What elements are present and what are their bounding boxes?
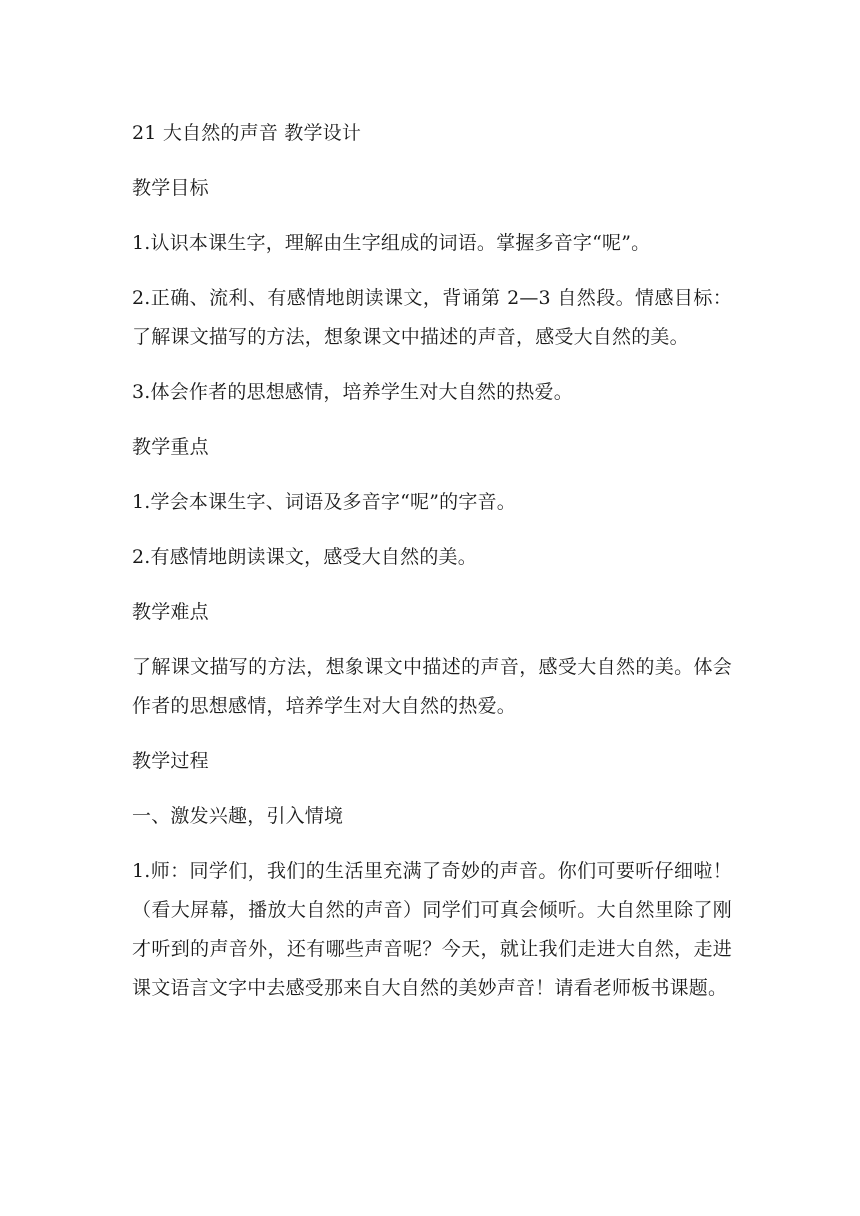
difficulties-heading: 教学难点: [132, 601, 209, 623]
document-body: [132, 114, 732, 1024]
difficulties-text: 了解课文描写的方法，想象课文中描述的声音，感受大自然的美。体会作者的思想感情，培养学生对大自然的热爱。: [132, 656, 732, 717]
process-step1-title: 一、激发兴趣，引入情境: [132, 805, 344, 827]
document-title: 21 大自然的声音 教学设计: [132, 122, 362, 144]
goal-item-3: 3.体会作者的思想感情，培养学生对大自然的热爱。: [132, 381, 573, 403]
goals-heading: 教学目标: [132, 177, 209, 199]
key-point-item-2: 2.有感情地朗读课文，感受大自然的美。: [132, 546, 477, 568]
process-step1-text: 1.师：同学们，我们的生活里充满了奇妙的声音。你们可要听仔细啦！（看大屏幕，播放大自然的声音）同学们可真会倾听。大自然里除了刚才听到的声音外，还有哪些声音呢？今天，就让我们走进大自然，走进课文语言文字中去感受那来自大自然的美妙声音！请看老师板书课题。: [132, 860, 732, 999]
key-points-heading: 教学重点: [132, 436, 209, 458]
key-point-item-1: 1.学会本课生字、词语及多音字“呢”的字音。: [132, 491, 516, 513]
goal-item-2: 2.正确、流利、有感情地朗读课文，背诵第 2—3 自然段。情感目标：了解课文描写的方法，想象课文中描述的声音，感受大自然的美。: [132, 287, 732, 348]
process-heading: 教学过程: [132, 750, 209, 772]
goal-item-1: 1.认识本课生字，理解由生字组成的词语。掌握多音字“呢”。: [132, 232, 651, 254]
